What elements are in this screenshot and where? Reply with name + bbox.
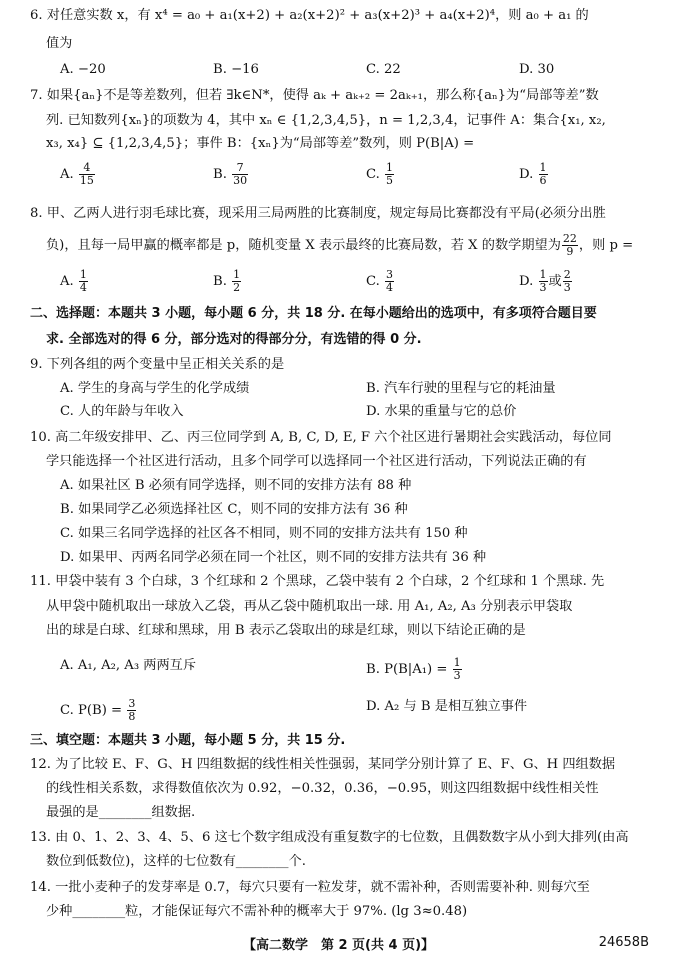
- numerator: 1: [453, 656, 461, 669]
- q11-stem-line2: 从甲袋中随机取出一球放入乙袋，再从乙袋中随机取出一球. 用 A₁, A₂, A₃ 分别表示甲袋取: [46, 599, 573, 614]
- q7-option-b: [213, 162, 249, 187]
- q11-stem-line1: 11. 甲袋中装有 3 个白球，3 个红球和 2 个黑球，乙袋中装有 2 个白球，2 个红球和 1 个黑球. 先: [30, 574, 605, 589]
- q9-stem: 9. 下列各组的两个变量中呈正相关关系的是: [30, 357, 285, 372]
- q7-stem-line3: x₃, x₄} ⊆ {1,2,3,4,5}；事件 B：{xₙ}为“局部等差”数列，则 P(B|A) =: [46, 136, 475, 151]
- q8-option-b: [213, 269, 242, 294]
- fraction: [539, 269, 548, 294]
- q9-option-a: A. 学生的身高与学生的化学成绩: [60, 381, 250, 396]
- denominator: 9: [566, 245, 574, 258]
- q10-option-c: C. 如果三名同学选择的社区各不相同，则不同的安排方法共有 150 种: [60, 526, 468, 541]
- option-letter: A.: [60, 167, 74, 182]
- q12-stem-line3: 最强的是________组数据.: [46, 805, 196, 820]
- fraction: [562, 233, 578, 258]
- q7-stem-line2: 列. 已知数列{xₙ}的项数为 4，其中 xₙ ∈ {1,2,3,4,5}，n = 1,2,3,4，记事件 A：集合{x₁, x₂,: [46, 113, 606, 128]
- q10-option-b: B. 如果同学乙必须选择社区 C，则不同的安排方法有 36 种: [60, 502, 408, 517]
- fraction: [79, 269, 88, 294]
- fraction: [79, 162, 95, 187]
- q11-option-b: [366, 657, 463, 682]
- q8-stem-line2: [46, 233, 633, 258]
- q12-stem-line2: 的线性相关系数，求得数值依次为 0.92，−0.32，0.36，−0.95，则这四组数据中线性相关性: [46, 781, 599, 796]
- fraction: [563, 269, 572, 294]
- fraction: [385, 269, 394, 294]
- denominator: 4: [79, 281, 87, 294]
- option-letter: C.: [366, 167, 380, 182]
- fraction: [453, 657, 462, 682]
- numerator: 3: [128, 697, 136, 710]
- exam-code: 24658B: [598, 935, 649, 950]
- section3-heading: 三、填空题：本题共 3 小题，每小题 5 分，共 15 分.: [30, 733, 346, 748]
- q6-stem-line2: 值为: [46, 36, 73, 51]
- q8-stem-line1: 8. 甲、乙两人进行羽毛球比赛，现采用三局两胜的比赛制度，规定每局比赛都没有平局(必须分出胜: [30, 206, 606, 221]
- q14-stem-line2: 少种________粒，才能保证每穴不需补种的概率大于 97%. (lg 3≈0.48): [46, 904, 468, 919]
- page-footer: 【高二数学 第 2 页(共 4 页)】: [242, 938, 435, 953]
- q9-option-d: D. 水果的重量与它的总价: [366, 404, 517, 419]
- option-letter: A.: [60, 274, 74, 289]
- q11-stem-line3: 出的球是白球、红球和黑球，用 B 表示乙袋取出的球是红球，则以下结论正确的是: [46, 623, 526, 638]
- fraction: [539, 162, 548, 187]
- fraction: [232, 269, 241, 294]
- section2-heading-line2: 求. 全部选对的得 6 分，部分选对的得部分分，有选错的得 0 分.: [46, 332, 422, 347]
- q8-option-d: [519, 269, 573, 294]
- option-text: B. P(B|A₁) =: [366, 662, 448, 677]
- q6-option-c: C. 22: [366, 62, 401, 77]
- q11-option-a: A. A₁, A₂, A₃ 两两互斥: [60, 658, 197, 673]
- option-letter: C.: [366, 274, 380, 289]
- q6-option-d: D. 30: [519, 62, 555, 77]
- option-letter: D.: [519, 167, 534, 182]
- denominator: 6: [539, 174, 547, 187]
- q6-stem-line1: 6. 对任意实数 x，有 x⁴ = a₀ + a₁(x+2) + a₂(x+2)² + a₃(x+2)³ + a₄(x+2)⁴，则 a₀ + a₁ 的: [30, 8, 589, 23]
- numerator: 3: [386, 268, 394, 281]
- q13-stem-line1: 13. 由 0、1、2、3、4、5、6 这七个数字组成没有重复数字的七位数，且偶数数字从小到大排列(由高: [30, 830, 629, 845]
- numerator: 4: [79, 162, 95, 175]
- denominator: 3: [563, 281, 571, 294]
- denominator: 30: [233, 174, 248, 187]
- q12-stem-line1: 12. 为了比较 E、F、G、H 四组数据的线性相关性强弱，某同学分别计算了 E、F、G、H 四组数据: [30, 757, 616, 772]
- numerator: 22: [562, 232, 577, 245]
- numerator: 1: [539, 161, 547, 174]
- q13-stem-line2: 数位到低数位)，这样的七位数有________个.: [46, 854, 306, 869]
- denominator: 15: [79, 174, 94, 187]
- fraction: [385, 162, 394, 187]
- denominator: 8: [128, 710, 136, 723]
- q11-option-d: D. A₂ 与 B 是相互独立事件: [366, 699, 528, 714]
- denominator: 4: [386, 281, 394, 294]
- numerator: 2: [563, 268, 571, 281]
- q11-option-c: [60, 698, 137, 723]
- q8-stem-text: 负)，且每一局甲赢的概率都是 p，随机变量 X 表示最终的比赛局数，若 X 的数学期望为: [46, 238, 561, 253]
- q7-option-a: [60, 162, 96, 187]
- numerator: 1: [79, 268, 87, 281]
- option-letter: B.: [213, 167, 227, 182]
- denominator: 3: [539, 281, 547, 294]
- numerator: 7: [232, 162, 248, 175]
- q10-option-a: A. 如果社区 B 必须有同学选择，则不同的安排方法有 88 种: [60, 478, 412, 493]
- numerator: 1: [233, 268, 241, 281]
- q10-option-d: D. 如果甲、丙两名同学必须在同一个社区，则不同的安排方法共有 36 种: [60, 550, 487, 565]
- q10-stem-line1: 10. 高二年级安排甲、乙、丙三位同学到 A, B, C, D, E, F 六个社区进行暑期社会实践活动，每位同: [30, 430, 612, 445]
- q8-stem-text: ，则 p =: [578, 238, 634, 253]
- numerator: 1: [539, 268, 547, 281]
- q8-option-a: [60, 269, 89, 294]
- q9-option-c: C. 人的年龄与年收入: [60, 404, 184, 419]
- or-text: 或: [548, 274, 562, 289]
- q8-option-c: [366, 269, 395, 294]
- denominator: 5: [386, 174, 394, 187]
- q6-option-b: B. −16: [213, 62, 259, 77]
- q9-option-b: B. 汽车行驶的里程与它的耗油量: [366, 381, 556, 396]
- option-letter: D.: [519, 274, 534, 289]
- numerator: 1: [386, 161, 394, 174]
- q10-stem-line2: 学只能选择一个社区进行活动，且多个同学可以选择同一个社区进行活动，下列说法正确的有: [46, 454, 587, 469]
- fraction: [127, 698, 136, 723]
- option-text: C. P(B) =: [60, 703, 123, 718]
- denominator: 2: [233, 281, 241, 294]
- q7-stem-line1: 7. 如果{aₙ}不是等差数列，但若 ∃k∈N*，使得 aₖ + aₖ₊₂ = 2aₖ₊₁，那么称{aₙ}为“局部等差”数: [30, 88, 599, 103]
- q14-stem-line1: 14. 一批小麦种子的发芽率是 0.7，每穴只要有一粒发芽，就不需补种，否则需要补种. 则每穴至: [30, 880, 590, 895]
- fraction: [232, 162, 248, 187]
- q7-option-d: [519, 162, 549, 187]
- denominator: 3: [453, 669, 461, 682]
- q7-option-c: [366, 162, 395, 187]
- option-letter: B.: [213, 274, 227, 289]
- section2-heading-line1: 二、选择题：本题共 3 小题，每小题 6 分，共 18 分. 在每小题给出的选项中，有多项符合题目要: [30, 306, 597, 321]
- q6-option-a: A. −20: [60, 62, 106, 77]
